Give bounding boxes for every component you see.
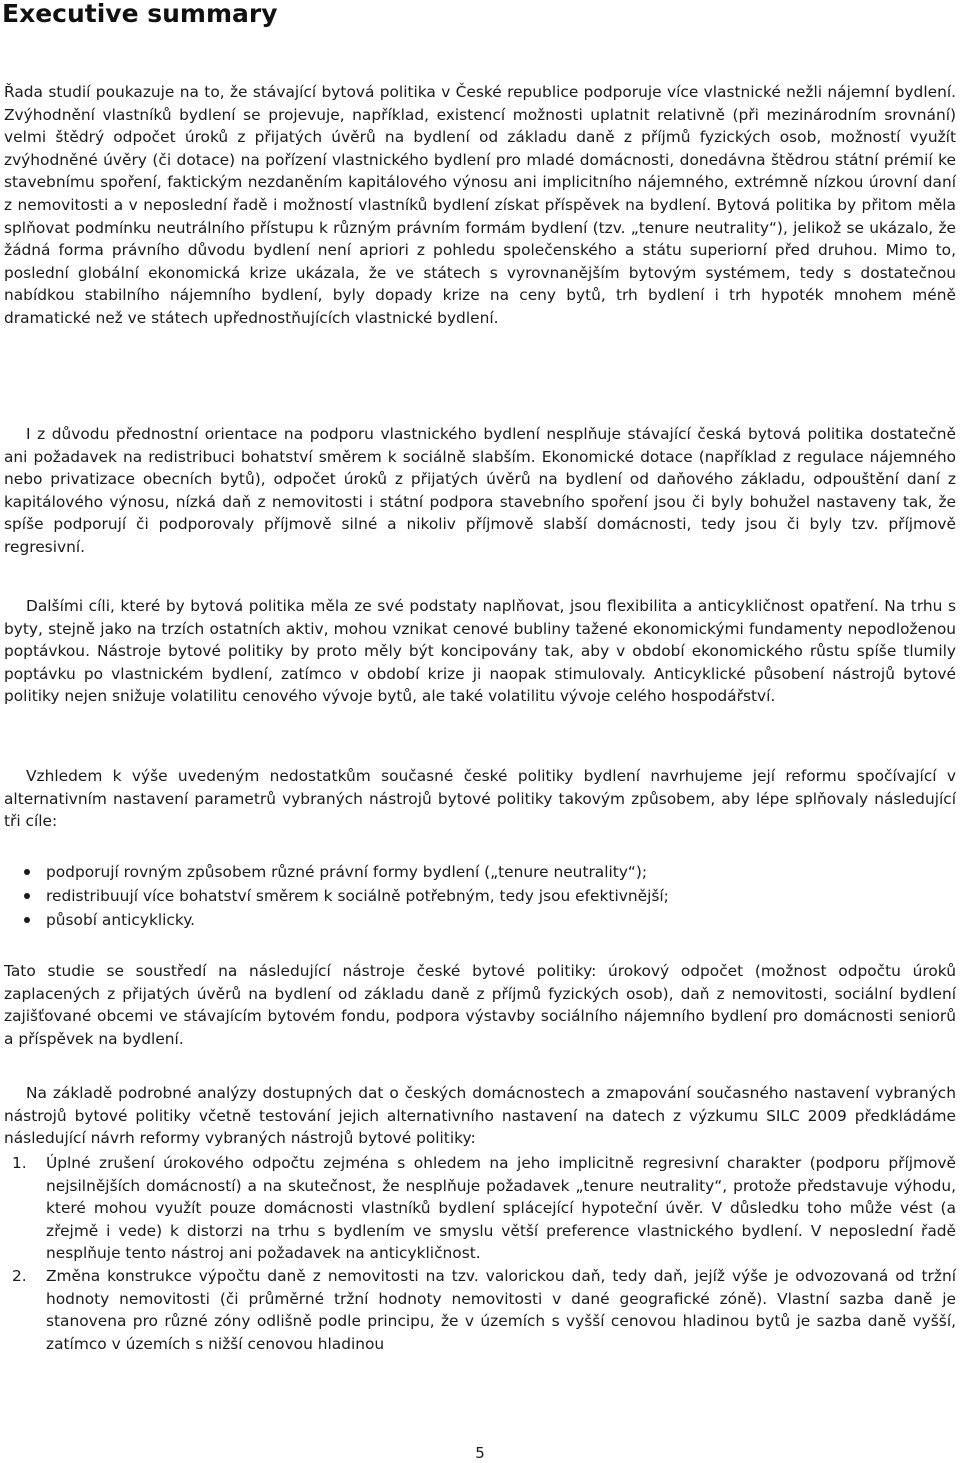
list-item-text: Úplné zrušení úrokového odpočtu zejména s ohledem na jeho implicitně regresivní charakter (podporu příjmově nejsilnějších domácností) a na skutečnost, že nesplňuje požadavek „tenure neutrality“, protože představuje výhodu, které mohou využít pouze domácnosti vlastníků bydlení splácející hypoteční úvěr. V důsledku toho může vést (a zřejmě i vede) k distorzi na trhu s bydlením ve smyslu větší preference vlastnického bydlení. V neposlední řadě nesplňuje tento nástroj ani požadavek na anticykličnost.	[46, 1154, 956, 1263]
page-number: 5	[475, 1444, 485, 1462]
list-number: 1.	[12, 1154, 27, 1172]
list-item: podporují rovným způsobem různé právní formy bydlení („tenure neutrality“);	[0, 860, 950, 884]
paragraph-5: Tato studie se soustředí na následující nástroje české bytové politiky: úrokový odpočet (možnost odpočtu úroků zaplacených z přijatých úvěrů na bydlení od základu daně z příjmů fyzických osob), daň z nemovitosti, sociální bydlení zajišťované obcemi ve stávajícím bytovém fondu, podpora výstavby sociálního nájemního bydlení pro domácnosti seniorů a příspěvek na bydlení.	[4, 962, 956, 1048]
list-item: redistribuují více bohatství směrem k sociálně potřebným, tedy jsou efektivnější;	[0, 884, 950, 908]
list-item: působí anticyklicky.	[0, 908, 950, 932]
reform-list	[0, 1152, 956, 1355]
bullet-icon	[24, 917, 30, 923]
goals-list	[0, 860, 950, 932]
paragraph-2: I z důvodu přednostní orientace na podporu vlastnického bydlení nesplňuje stávající česká bytová politika dostatečně ani požadavek na redistribuci bohatství směrem k sociálně slabším. Ekonomické dotace (například z regulace nájemného nebo privatizace obecních bytů), odpočet úroků z přijatých úvěrů na bydlení od daňového základu, odpouštění daní z kapitálového výnosu, nízká daň z nemovitosti i státní podpora stavebního spoření jsou či byly bohužel nastaveny tak, že spíše podporují či podporovaly příjmově silné a nikoliv příjmově slabší domácnosti, tedy jsou či byly tzv. příjmově regresivní.	[4, 425, 956, 556]
paragraph-3: Dalšími cíli, které by bytová politika měla ze své podstaty naplňovat, jsou flexibilita a anticykličnost opatření. Na trhu s byty, stejně jako na trzích ostatních aktiv, mohou vznikat cenové bubliny tažené ekonomickými fundamenty nepodloženou poptávkou. Nástroje bytové politiky by proto měly být koncipovány tak, aby v období ekonomického růstu spíše tlumily poptávku po vlastnickém bydlení, zatímco v období krize ji naopak stimulovaly. Anticyklické působení nástrojů bytové politiky nejen snižuje volatilitu cenového vývoje bytů, ale také volatilitu vývoje celého hospodářství.	[4, 597, 956, 706]
paragraph-1: Řada studií poukazuje na to, že stávající bytová politika v České republice podporuje více vlastnické nežli nájemní bydlení. Zvýhodnění vlastníků bydlení se projevuje, například, existencí možnosti uplatnit relativně (při mezinárodním srovnání) velmi štědrý odpočet úroků z přijatých úvěrů na bydlení od základu daně z příjmů fyzických osob, možností využít zvýhodněné úvěry (či dotace) na pořízení vlastnického bydlení pro mladé domácnosti, donedávna štědrou státní prémií ke stavebnímu spoření, faktickým nezdaněním kapitálového výnosu ani implicitního nájemného, extrémně nízkou úrovní daní z nemovitosti a v neposlední řadě i možností vlastníků bydlení získat příspěvek na bydlení. Bytová politika by přitom měla splňovat podmínku neutrálního přístupu k různým právním formám bydlení (tzv. „tenure neutrality“), jelikož se ukázalo, že žádná forma právního důvodu bydlení není apriori z pohledu společenského a státu superiorní před druhou. Mimo to, poslední globální ekonomická krize ukázala, že ve státech s vyrovnanějším bytovým systémem, tedy s dostatečnou nabídkou stabilního nájemního bydlení, byly dopady krize na ceny bytů, trh bydlení i trh hypoték mnohem méně dramatické než ve státech upřednostňujících vlastnické bydlení.	[4, 83, 956, 327]
bullet-icon	[24, 869, 30, 875]
list-item	[0, 1152, 956, 1265]
list-item	[0, 1265, 956, 1355]
list-item-text: Změna konstrukce výpočtu daně z nemovitosti na tzv. valorickou daň, tedy daň, jejíž výše je odvozovaná od tržní hodnoty nemovitosti (či průměrné tržní hodnoty nemovitosti v dané geografické zóně). Vlastní sazba daně je stanovena pro různé zóny odlišně podle principu, že v územích s vyšší cenovou hladinou bytů je sazba daně vyšší, zatímco v územích s nižší cenovou hladinou	[46, 1266, 956, 1353]
paragraph-6: Na základě podrobné analýzy dostupných dat o českých domácnostech a zmapování současného nastavení vybraných nástrojů bytové politiky včetně testování jejich alternativního nastavení na datech z výzkumu SILC 2009 předkládáme následující návrh reformy vybraných nástrojů bytové politiky:	[4, 1084, 956, 1148]
list-number: 2.	[12, 1266, 27, 1285]
bullet-icon	[24, 893, 30, 899]
page-title: Executive summary	[2, 0, 278, 28]
paragraph-4: Vzhledem k výše uvedeným nedostatkům současné české politiky bydlení navrhujeme její reformu spočívající v alternativním nastavení parametrů vybraných nástrojů bytové politiky takovým způsobem, aby lépe splňovaly následující tři cíle:	[4, 767, 956, 831]
